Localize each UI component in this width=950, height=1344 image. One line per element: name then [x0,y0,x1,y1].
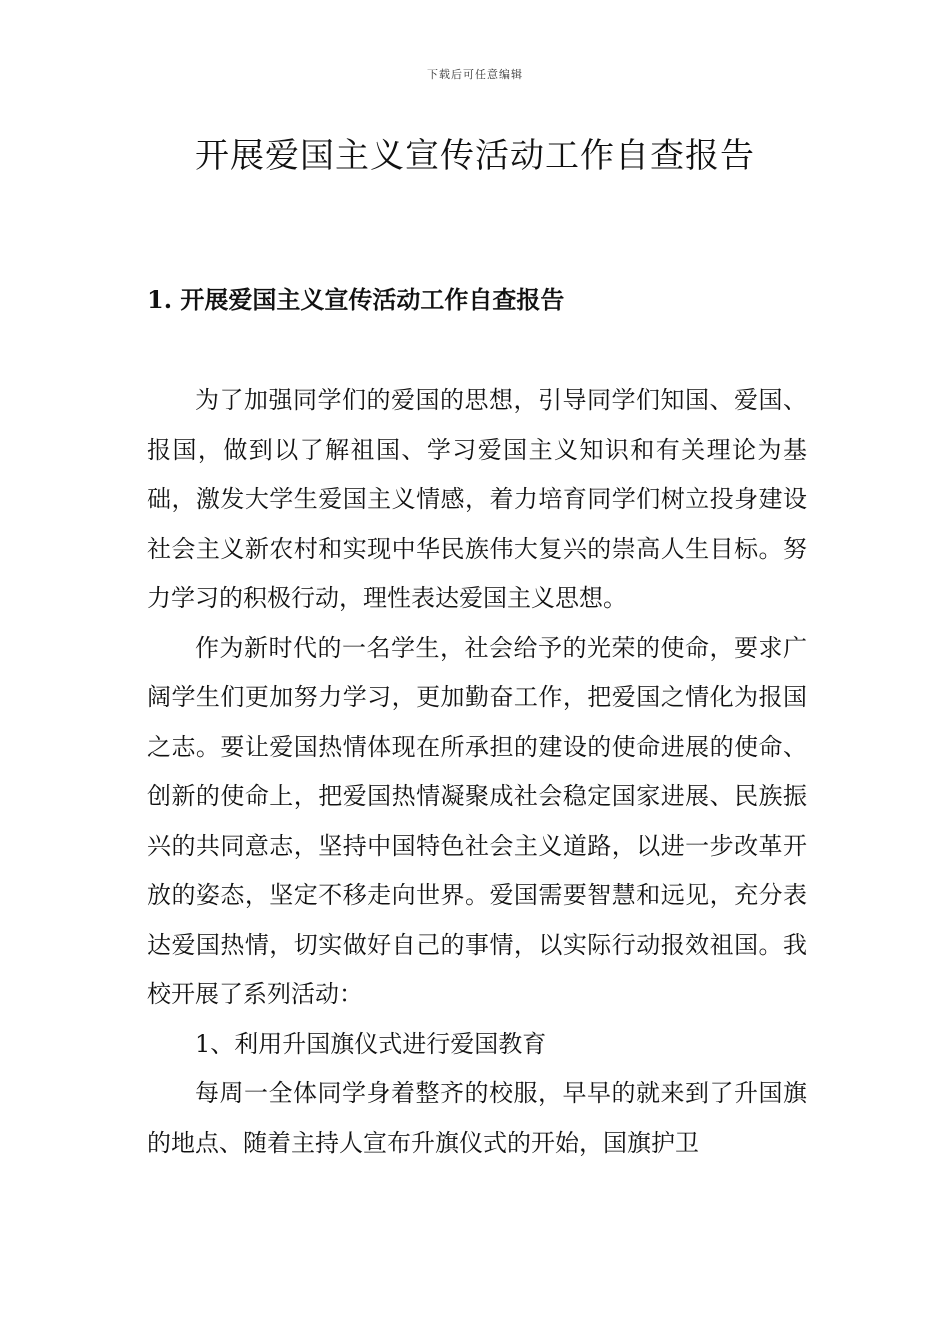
body-text [147,376,807,1168]
paragraph-1: 为了加强同学们的爱国的思想，引导同学们知国、爱国、报国，做到以了解祖国、学习爱国主义知识和有关理论为基础，激发大学生爱国主义情感，着力培育同学们树立投身建设社会主义新农村和实现中华民族伟大复兴的崇高人生目标。努力学习的积极行动，理性表达爱国主义思想。 [147,386,807,612]
paragraph-4: 每周一全体同学身着整齐的校服，早早的就来到了升国旗的地点、随着主持人宣布升旗仪式的开始，国旗护卫 [147,1079,807,1157]
section-heading: 1. 开展爱国主义宣传活动工作自查报告 [147,285,565,314]
paragraph-2: 作为新时代的一名学生，社会给予的光荣的使命，要求广阔学生们更加努力学习，更加勤奋工作，把爱国之情化为报国之志。要让爱国热情体现在所承担的建设的使命进展的使命、创新的使命上，把爱国热情凝聚成社会稳定国家进展、民族振兴的共同意志，坚持中国特色社会主义道路，以进一步改革开放的姿态，坚定不移走向世界。爱国需要智慧和远见，充分表达爱国热情，切实做好自己的事情，以实际行动报效祖国。我校开展了系列活动： [147,633,807,1008]
paragraph-3: 1、利用升国旗仪式进行爱国教育 [195,1029,547,1058]
header-note: 下载后可任意编辑 [427,68,523,81]
document-title: 开展爱国主义宣传活动工作自查报告 [195,136,755,176]
